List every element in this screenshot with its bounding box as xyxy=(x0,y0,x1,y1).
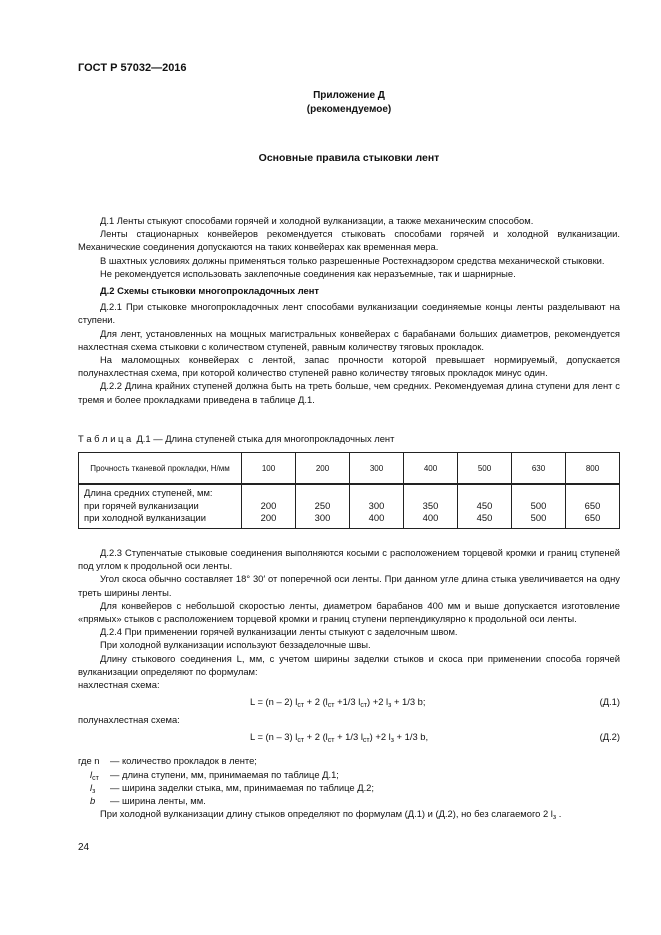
paragraph: В шахтных условиях должны применяться только разрешенные Ростехнадзором средства механической стыковки. xyxy=(100,254,605,266)
paragraph: Д.2.4 При применении горячей вулканизации ленты стыкуют с заделочным швом. xyxy=(100,626,458,638)
legend-list xyxy=(78,754,620,807)
paragraph: Д.2.1 При стыковке многопрокладочных лент способами вулканизации соединяемые концы ленты разделывают на ступени. xyxy=(78,301,620,326)
header-cell: 200 xyxy=(296,453,350,485)
body-text-2 xyxy=(78,546,620,820)
main-title: Основные правила стыковки лент xyxy=(258,152,440,164)
header-cell: 500 xyxy=(458,453,512,485)
legend-item: где n — количество прокладок в ленте; xyxy=(78,755,257,767)
table-caption-prefix: Т а б л и ц а Д.1 xyxy=(78,433,151,444)
body-text xyxy=(78,214,620,406)
table-cell: 450 450 xyxy=(458,484,512,529)
table-row xyxy=(79,484,620,529)
header-cell: 400 xyxy=(404,453,458,485)
legend-item: b — ширина ленты, мм. xyxy=(90,795,206,807)
header-cell: 300 xyxy=(350,453,404,485)
scheme-label: полунахлестная схема: xyxy=(78,714,180,726)
steps-table xyxy=(78,452,620,529)
table-header-row xyxy=(79,453,620,485)
table-cell: 300 400 xyxy=(350,484,404,529)
row-label-line: при горячей вулканизации xyxy=(84,499,199,511)
paragraph: Длину стыкового соединения L, мм, с учетом ширины заделки стыков и скоса при применении способа горячей вулканизации определяют по формулам: xyxy=(78,652,620,677)
legend-item: $l_з$ — ширина заделки стыка, мм, принимаемая по таблице Д.2; xyxy=(90,781,374,795)
paragraph: На маломощных конвейерах с лентой, запас прочности которой превышает нормируемый, допускается полунахлестная схема, при которой количество ступеней равно количеству тяговых прокладок минус один. xyxy=(78,354,620,379)
paragraph: Д.2.2 Длина крайних ступеней должна быть на треть больше, чем средних. Рекомендуемая длина ступени для лент с тремя и более прокладками приведена в таблице Д.1. xyxy=(78,380,620,405)
paragraph: Д.2.3 Ступенчатые стыковые соединения выполняются косыми с расположением торцевой кромки и границ ступеней под углом к продольной оси ленты. xyxy=(78,547,620,572)
table-caption-text: — Длина ступеней стыка для многопрокладочных лент xyxy=(150,433,395,444)
table-cell: 650 650 xyxy=(566,484,620,529)
table-cell: 200 200 xyxy=(242,484,296,529)
row-label xyxy=(79,484,242,529)
paragraph: Для конвейеров с небольшой скоростью ленты, диаметром барабанов 400 мм и выше допускается изготовление «прямых» стыков с расположением торцевой кромки и границ ступени перпендикулярно к продольной оси ленты. xyxy=(78,599,620,625)
document-header: ГОСТ Р 57032—2016 xyxy=(78,62,187,74)
paragraph: Угол скоса обычно составляет 18° 30′ от поперечной оси ленты. При данном угле длина стыка увеличивается на одну треть ширины ленты. xyxy=(78,573,620,598)
appendix-title: Приложение Д xyxy=(313,90,385,101)
table-cell: 350 400 xyxy=(404,484,458,529)
formula-number: (Д.1) xyxy=(599,696,620,708)
paragraph: Д.1 Ленты стыкуют способами горячей и холодной вулканизации, а также механическим способом. xyxy=(100,215,534,226)
table-caption xyxy=(78,432,620,445)
scheme-label: нахлестная схема: xyxy=(78,679,160,691)
legend-item: $l_{ст}$ — длина ступени, мм, принимаемая по таблице Д.1; xyxy=(90,768,339,782)
row-label-line: Длина средних ступеней, мм: xyxy=(84,487,213,499)
page-number: 24 xyxy=(78,842,90,853)
formula-number: (Д.2) xyxy=(599,731,620,743)
paragraph: Не рекомендуется использовать заклепочные соединения как неразъемные, так и шарнирные. xyxy=(100,267,516,279)
header-cell: 630 xyxy=(512,453,566,485)
row-label-line: при холодной вулканизации xyxy=(84,512,207,524)
section-heading: Д.2 Схемы стыковки многопрокладочных лент xyxy=(100,285,320,297)
appendix-subtitle: (рекомендуемое) xyxy=(306,104,392,115)
paragraph-final: При холодной вулканизации длину стыков определяют по формулам (Д.1) и (Д.2), но без слагаемого 2 $l_з$ . xyxy=(100,808,562,822)
formula-d1: L = (n – 2) $l_{ст} + 2$ ($l_{ст} +1/3$ $l_{ст}) +2$ $l_з + 1/3$ b; (Д.1) xyxy=(250,696,620,710)
header-cell: Прочность тканевой прокладки, Н/мм xyxy=(79,453,242,485)
paragraph: При холодной вулканизации используют беззаделочные швы. xyxy=(100,639,371,651)
header-cell: 100 xyxy=(242,453,296,485)
formula-d2: L = (n – 3) $l_{ст} + 2$ ($l_{ст} + 1/3$ $l_{ст}) +2$ $l_з + 1/3$ b, (Д.2) xyxy=(250,731,620,745)
table-cell: 250 300 xyxy=(296,484,350,529)
header-cell: 800 xyxy=(566,453,620,485)
paragraph: Ленты стационарных конвейеров рекомендуется стыковать способами горячей и холодной вулканизации. Механические соединения допускаются на таких конвейерах как временная мера. xyxy=(78,228,620,253)
paragraph: Для лент, установленных на мощных магистральных конвейерах с барабанами больших диаметров, рекомендуется нахлестная схема стыковки с количеством ступеней, равным количеству тяговых прокладок. xyxy=(78,327,620,352)
table-cell: 500 500 xyxy=(512,484,566,529)
